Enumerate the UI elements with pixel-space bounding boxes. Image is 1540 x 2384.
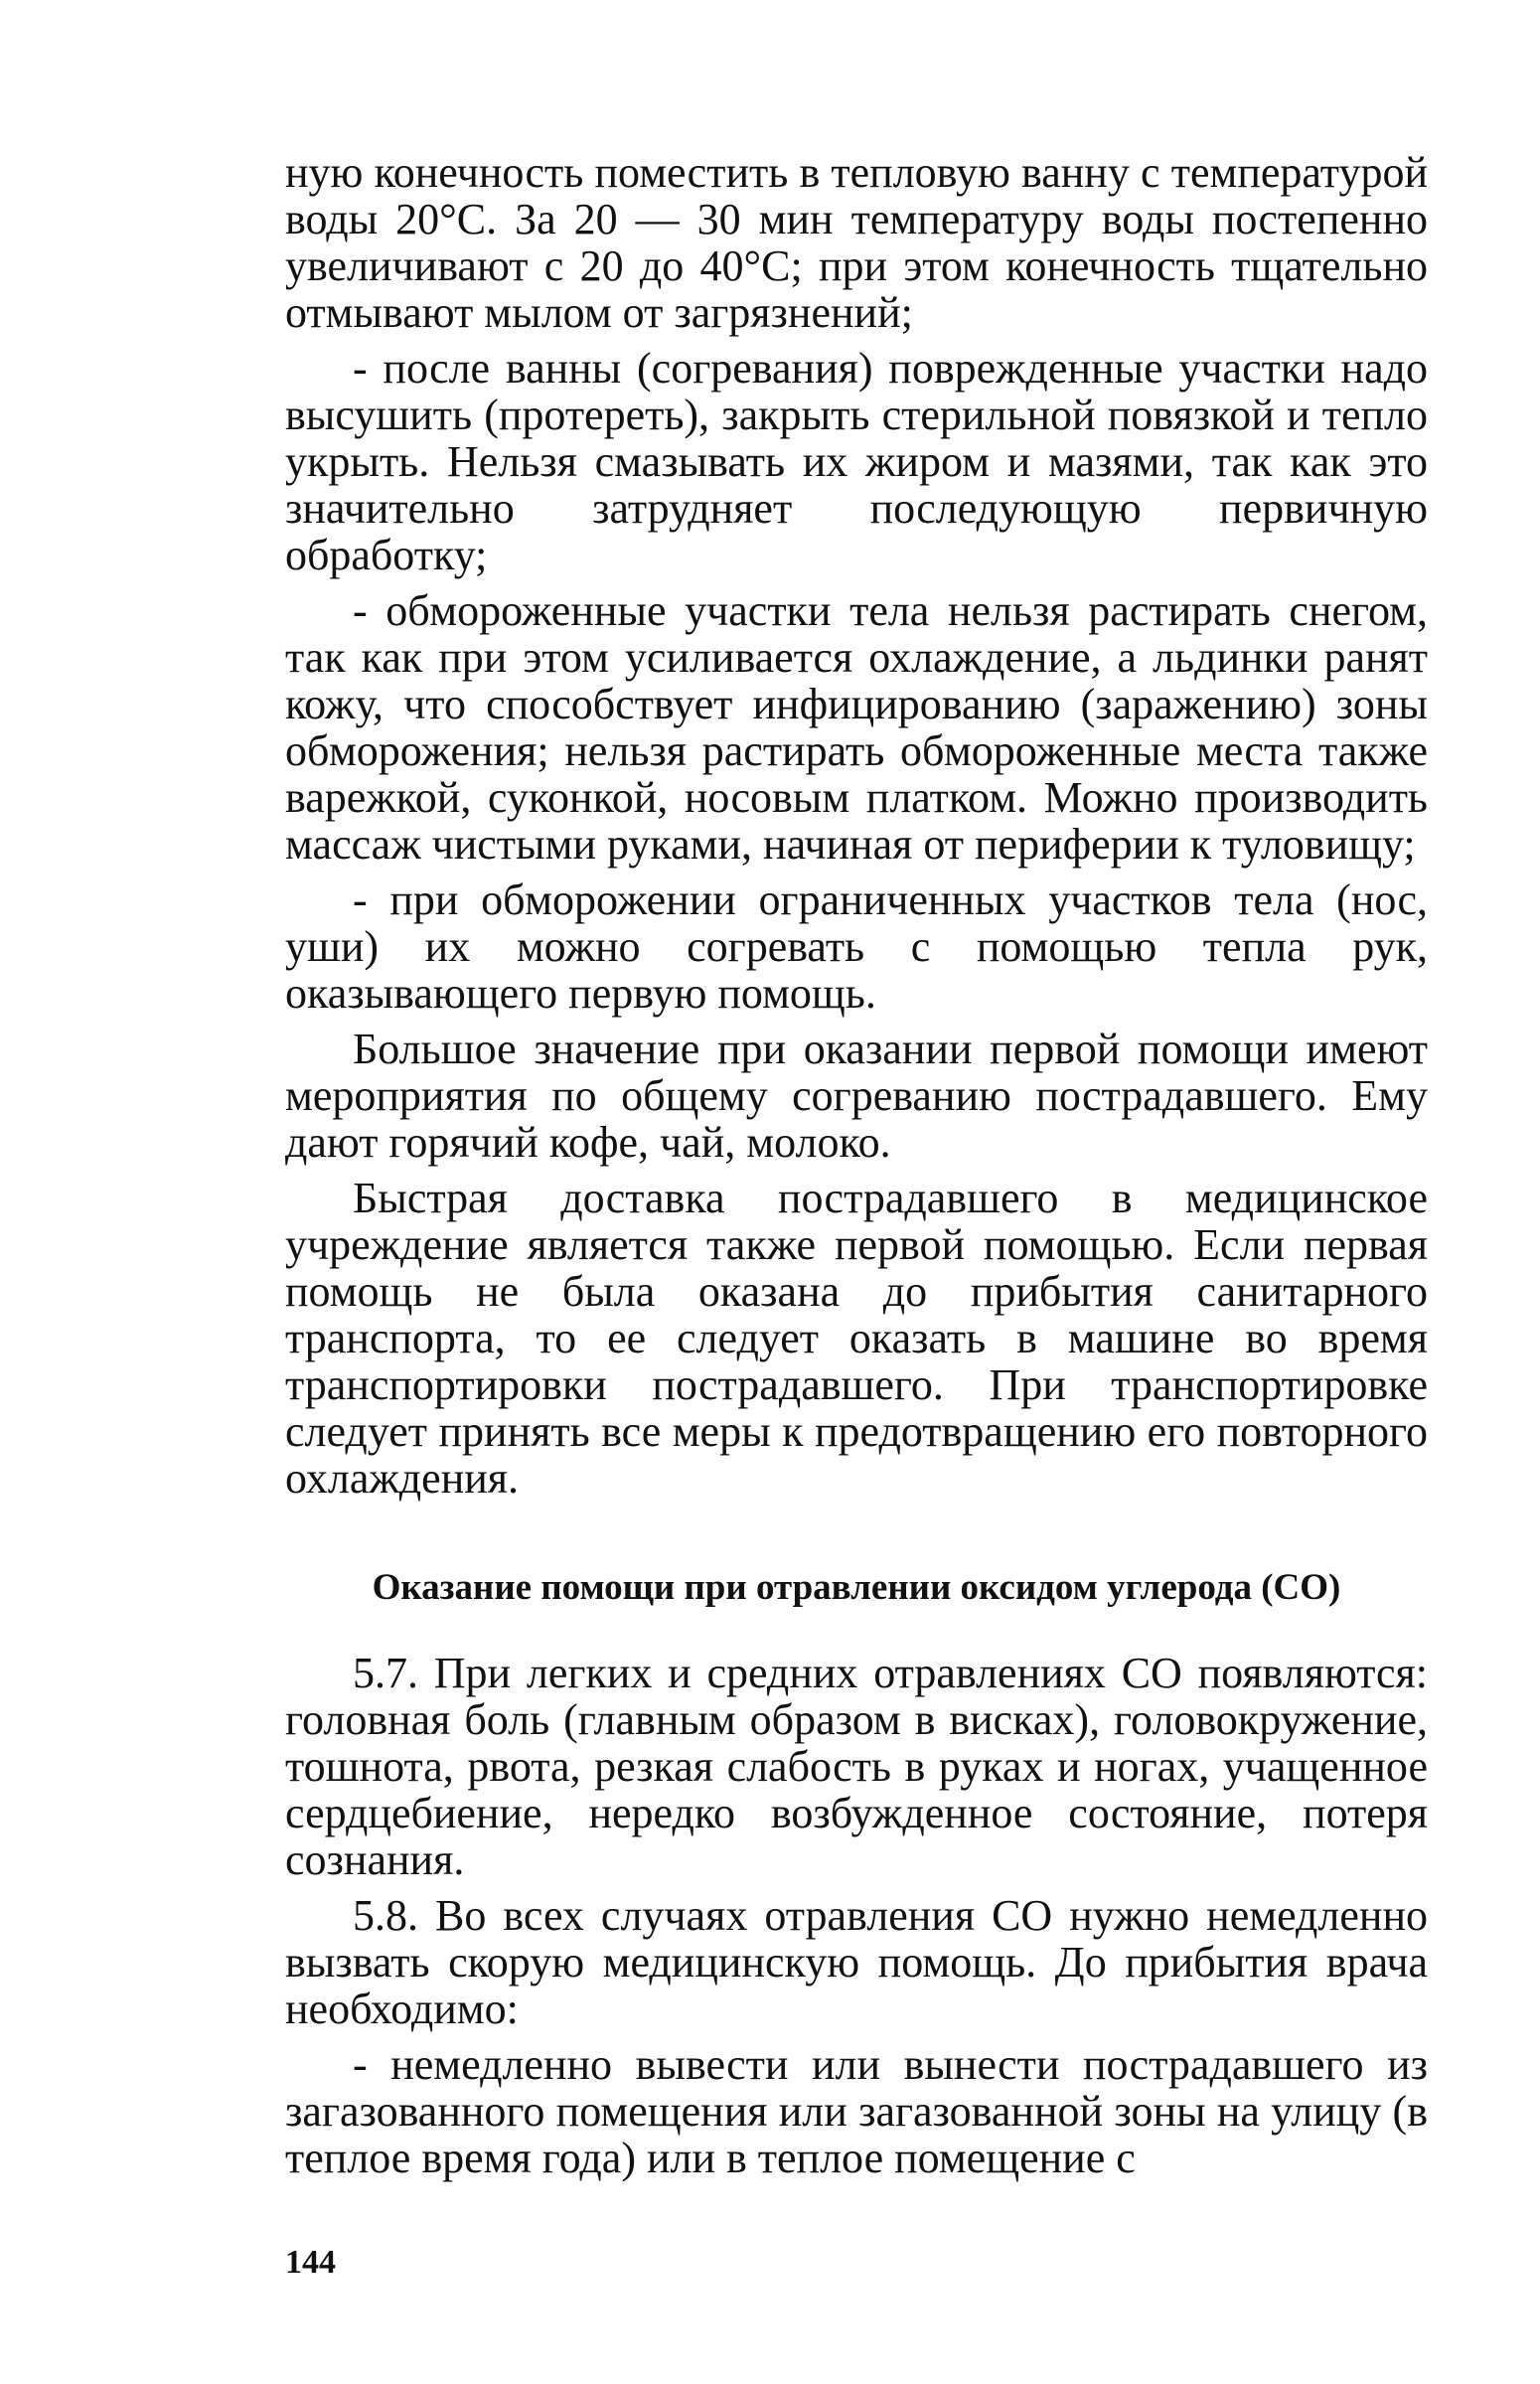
- paragraph-no-snow-rubbing: - обмороженные участки тела нельзя растирать снегом, так как при этом усиливается охлаждение, а льдинки ранят кожу, что способствует инфицированию (заражению) зоны обморожения; нельзя растирать обмороженные места также варежкой, суконкой, носовым платком. Можно производить массаж чистыми руками, начиная от периферии к туловищу;: [285, 586, 1428, 869]
- paragraph-evacuate: - немедленно вывести или вынести пострадавшего из загазованного помещения или загазованной зоны на улицу (в теплое время года) или в теплое помещение с: [285, 2040, 1428, 2182]
- paragraph-5-8: 5.8. Во всех случаях отравления СО нужно немедленно вызвать скорую медицинскую помощь. До прибытия врача необходимо:: [285, 1891, 1428, 2033]
- page-number: 144: [285, 2244, 336, 2281]
- paragraph-general-warming: Большое значение при оказании первой помощи имеют мероприятия по общему согреванию пострадавшего. Ему дают горячий кофе, чай, молоко.: [285, 1025, 1428, 1167]
- page-body: [285, 149, 1428, 2190]
- paragraph-5-7: 5.7. При легких и средних отравлениях СО появляются: головная боль (главным образом в висках), головокружение, тошнота, рвота, резкая слабость в руках и ногах, учащенное сердцебиение, нередко возбужденное состояние, потеря сознания.: [285, 1649, 1428, 1884]
- paragraph-after-bath: - после ванны (согревания) поврежденные участки надо высушить (протереть), закрыть стерильной повязкой и тепло укрыть. Нельзя смазывать их жиром и мазями, так как это значительно затрудняет последующую первичную обработку;: [285, 344, 1428, 579]
- paragraph-hand-warming: - при обморожении ограниченных участков тела (нос, уши) их можно согревать с помощью тепла рук, оказывающего первую помощь.: [285, 875, 1428, 1018]
- section-heading: Оказание помощи при отравлении оксидом углерода (СО): [372, 1567, 1341, 1608]
- paragraph-fast-delivery: Быстрая доставка пострадавшего в медицинское учреждение является также первой помощью. Если первая помощь не была оказана до прибытия санитарного транспорта, то ее следует оказать в машине во время транспортировки пострадавшего. При транспортировке следует принять все меры к предотвращению его повторного охлаждения.: [285, 1174, 1428, 1503]
- paragraph-continuation: ную конечность поместить в тепловую ванну с температурой воды 20°С. За 20 — 30 мин температуру воды постепенно увеличивают с 20 до 40°С; при этом конечность тщательно отмывают мылом от загрязнений;: [285, 148, 1428, 337]
